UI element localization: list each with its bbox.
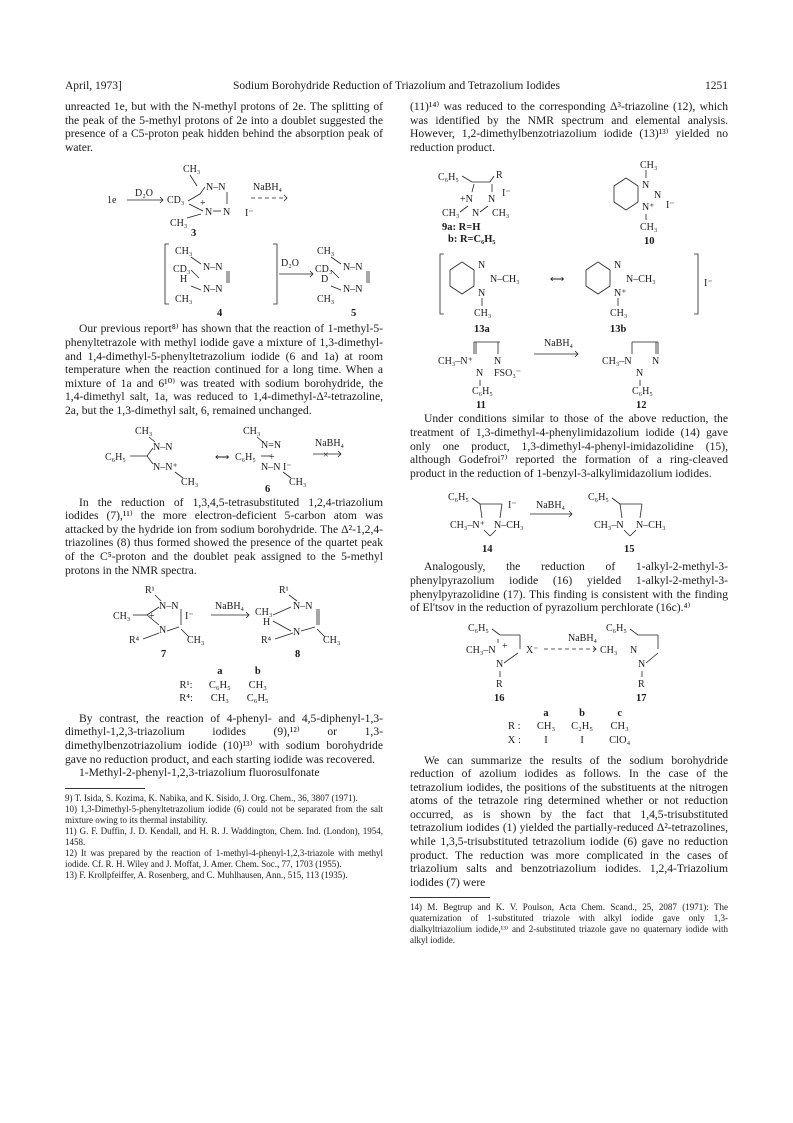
- svg-text:N: N: [630, 644, 638, 656]
- svg-text:I⁻: I⁻: [508, 500, 517, 512]
- svg-text:I⁻: I⁻: [502, 188, 511, 200]
- footnotes: [410, 902, 728, 946]
- reagent-nabh4-5: NaBH₄: [544, 338, 574, 350]
- compound-label-6: 6: [265, 483, 271, 492]
- svg-text:N: N: [638, 658, 646, 670]
- reagent-nabh4: NaBH₄: [253, 182, 283, 194]
- page-number: 1251: [705, 80, 728, 92]
- svg-text:N: N: [642, 180, 650, 192]
- column-b: b: [254, 666, 261, 678]
- compound-label-15: 15: [624, 544, 635, 556]
- cell: C₆H₅: [208, 679, 231, 691]
- svg-text:N: N: [478, 260, 486, 272]
- compound-label-14: 14: [482, 544, 493, 556]
- right-column: [410, 100, 728, 946]
- svg-text:CH₃: CH₃: [640, 160, 658, 172]
- svg-text:C₆H₅: C₆H₅: [632, 386, 653, 398]
- svg-text:R: R: [638, 678, 645, 690]
- svg-text:N–N: N–N: [343, 284, 363, 296]
- svg-text:N–N: N–N: [206, 182, 226, 194]
- page-header: [65, 80, 728, 96]
- compound-label-5: 5: [351, 308, 357, 319]
- scheme-1: [65, 158, 383, 236]
- svg-text:N⁺: N⁺: [614, 288, 627, 300]
- compound-label-13a: 13a: [474, 324, 490, 336]
- svg-text:R⁴: R⁴: [261, 635, 272, 647]
- footnote-14: 14) M. Begtrup and K. V. Poulson, Acta Chem. Scand., 25, 2087 (1971): The quaternization of 1-substituted triazole with alkyl iodide gave only 1,3-dialkyltriazolium iodide,¹³⁾ and 2-substituted triazole gave no quaternary iodide with alkyl iodide.: [410, 902, 728, 946]
- svg-text:C₆H₅: C₆H₅: [448, 492, 469, 504]
- scheme-6: [410, 484, 728, 556]
- svg-text:N–CH₃: N–CH₃: [490, 274, 520, 286]
- row-label: R¹:: [179, 679, 193, 691]
- svg-text:N–N: N–N: [343, 262, 363, 274]
- reagent-nabh4-6: NaBH₄: [536, 500, 566, 512]
- compound-1e: 1e: [107, 195, 117, 207]
- svg-text:CH₃: CH₃: [492, 208, 510, 220]
- cell: C₂H₅: [571, 721, 594, 733]
- fso3-anion: FSO₃⁻: [494, 368, 522, 380]
- svg-text:CH₃: CH₃: [640, 222, 658, 234]
- header-title: Sodium Borohydride Reduction of Triazolium and Tetrazolium Iodides: [232, 80, 560, 92]
- svg-text:R: R: [496, 678, 503, 690]
- footnote-rule: [65, 788, 145, 789]
- svg-text:N: N: [478, 288, 486, 300]
- svg-text:+N: +N: [460, 194, 473, 206]
- cell: C₆H₅: [246, 693, 269, 705]
- svg-text:+: +: [200, 198, 206, 210]
- svg-text:R¹: R¹: [279, 585, 289, 597]
- svg-text:CH₃–N⁺: CH₃–N⁺: [438, 356, 473, 368]
- svg-text:CH₃: CH₃: [442, 208, 460, 220]
- cell: ClO₄: [609, 734, 631, 746]
- svg-text:N⁺: N⁺: [642, 202, 655, 214]
- paragraph: unreacted 1e, but with the N-methyl protons of 2e. The splitting of the peak of the 5-methyl protons of 2e into a doublet suggested the presence of a C5-proton peak hidden behind the absorption peak of water.: [65, 100, 383, 154]
- svg-text:CH₃: CH₃: [255, 607, 273, 619]
- scheme-5: [410, 158, 728, 408]
- paragraph: We can summarize the results of the sodium borohydride reduction of azolium iodides as follows. In the case of the tetrazolium iodides, the positions of the substituents at the nitrogen atoms of the tetrazole ring determined whether or not reduction occurred, as is shown by the fact that 1,4,5-trisubstituted tetrazolium iodides (1) yielded the partially-reduced Δ²-tetrazolines, while 1,3,5-trisubstituted tetrazolium iodide (6) gave no reduction product. The reduction was more complicated in the cases of triazolium salts and benzotriazolium iodides. 1,2,4-Triazolium iodides (7) were: [410, 753, 728, 889]
- svg-text:CH₃: CH₃: [181, 476, 199, 488]
- footnote-12: 12) It was prepared by the reaction of 1-methyl-4-phenyl-1,2,3-triazole with methyl iodide. Cf. R. H. Wiley and J. Moffat, J. Amer. Chem. Soc., 77, 1703 (1955).: [65, 847, 383, 869]
- svg-text:CD₃: CD₃: [315, 264, 333, 276]
- row-label: R⁴:: [179, 693, 193, 705]
- compound-label-7: 7: [161, 649, 167, 661]
- substituent-table-7-8: [171, 665, 276, 706]
- footnote-rule: [410, 897, 490, 898]
- svg-text:N–N: N–N: [293, 601, 313, 613]
- svg-text:N–CH₃: N–CH₃: [636, 520, 666, 532]
- svg-text:H: H: [263, 617, 271, 629]
- scheme-7: [410, 619, 728, 703]
- reagent-d2o-2: D₂O: [281, 258, 299, 270]
- svg-text:+: +: [149, 611, 155, 623]
- svg-text:N: N: [488, 194, 496, 206]
- svg-text:CH₃: CH₃: [243, 425, 261, 437]
- cell: CH₃: [210, 693, 229, 705]
- svg-text:N–N I⁻: N–N I⁻: [261, 461, 292, 473]
- svg-text:N–N: N–N: [153, 441, 173, 453]
- column-a: a: [217, 666, 223, 678]
- svg-text:N: N: [636, 368, 644, 380]
- svg-text:N: N: [472, 208, 480, 220]
- svg-text:R¹: R¹: [145, 585, 155, 597]
- svg-text:N–N: N–N: [203, 262, 223, 274]
- reagent-nabh4-4: NaBH₄: [215, 601, 245, 613]
- svg-text:N: N: [223, 207, 231, 219]
- svg-text:CH₃: CH₃: [187, 635, 205, 647]
- svg-text:×: ×: [323, 449, 329, 461]
- svg-text:CH₃: CH₃: [135, 425, 153, 437]
- svg-text:N–CH₃: N–CH₃: [626, 274, 656, 286]
- substituent-table-16-17: [500, 707, 638, 748]
- svg-text:R: R: [496, 170, 503, 182]
- svg-text:N: N: [654, 190, 662, 202]
- compound-label-13b: 13b: [610, 324, 627, 336]
- svg-text:CH₃: CH₃: [600, 644, 618, 656]
- paragraph: 1-Methyl-2-phenyl-1,2,3-triazolium fluorosulfonate: [79, 766, 320, 780]
- cell: CH₃: [536, 721, 556, 733]
- header-date: April, 1973]: [65, 80, 122, 92]
- svg-text:CH₃: CH₃: [175, 294, 193, 306]
- svg-text:N: N: [494, 356, 502, 368]
- svg-text:CH₃: CH₃: [323, 635, 341, 647]
- svg-text:C₆H₅: C₆H₅: [235, 451, 256, 463]
- paragraph: (11)¹⁴⁾ was reduced to the corresponding Δ³-triazoline (12), which was identified by the NMR spectrum and elemental analysis. However, 1,2-dimethylbenzotriazolium iodide (13)¹³⁾ yielded no reduction product.: [410, 100, 728, 154]
- svg-text:C₆H₅: C₆H₅: [468, 622, 489, 634]
- paragraph: Our previous report⁸⁾ has shown that the reaction of 1-methyl-5-phenyltetrazole with methyl iodide gave a mixture of 1,3-dimethyl- and 1,4-dimethyl-5-phenyltetrazolium iodide (6 and 1a) at room temperature when the reaction continued for a long time. When a mixture of 1a and 6¹⁰⁾ was treated with sodium borohydride, the 1,4-dimethyl salt, 1a, was reduced to 1,4-dimethyl-Δ²-tetrazoline, 2a, but the 1,3-dimethyl salt, 6, remained unchanged.: [65, 322, 383, 417]
- reagent-d2o: D₂O: [135, 188, 153, 200]
- svg-text:⟷: ⟷: [550, 274, 565, 286]
- svg-text:CH₃–N⁺: CH₃–N⁺: [450, 520, 485, 532]
- compound-label-17: 17: [636, 692, 647, 703]
- svg-text:N: N: [496, 658, 504, 670]
- svg-text:CH₃: CH₃: [317, 294, 335, 306]
- svg-text:N–N: N–N: [203, 284, 223, 296]
- ch3-bottom: CH₃: [170, 218, 188, 230]
- svg-text:N: N: [652, 356, 660, 368]
- svg-text:N: N: [205, 207, 213, 219]
- svg-text:C₆H₅: C₆H₅: [606, 622, 627, 634]
- compound-label-11: 11: [476, 400, 486, 409]
- scheme-3: [65, 422, 383, 492]
- svg-text:N–N⁺: N–N⁺: [153, 461, 178, 473]
- compound-label-16: 16: [494, 692, 505, 703]
- svg-text:CH₃: CH₃: [474, 308, 492, 320]
- cell: CH₃: [248, 679, 267, 691]
- svg-text:N: N: [159, 625, 167, 637]
- compound-label-8: 8: [295, 649, 301, 661]
- svg-text:CH₃: CH₃: [113, 611, 131, 623]
- ch3-top: CH₃: [183, 164, 201, 176]
- compound-label-10: 10: [644, 236, 655, 248]
- row-label: R :: [508, 721, 521, 733]
- footnotes: [65, 793, 383, 881]
- footnote-10: 10) 1,3-Dimethyl-5-phenyltetrazolium iodide (6) could not be separated from the salt mixture owing to its thermal instability.: [65, 803, 383, 825]
- reagent-nabh4-3: NaBH₄: [315, 437, 345, 449]
- svg-text:+: +: [502, 640, 508, 652]
- footnote-11: 11) G. F. Duffin, J. D. Kendall, and H. R. J. Waddington, Chem. Ind. (London), 1954, 1458.: [65, 825, 383, 847]
- row-label: X :: [507, 734, 521, 746]
- cd3-group: CD₃: [167, 195, 185, 207]
- svg-text:N–N: N–N: [159, 601, 179, 613]
- svg-text:CH₃: CH₃: [610, 308, 628, 320]
- svg-text:CH₃: CH₃: [175, 246, 193, 258]
- cell: I: [544, 734, 548, 746]
- paragraph: By contrast, the reaction of 4-phenyl- and 4,5-diphenyl-1,3-dimethyl-1,2,3-triazolium iodides (9),¹²⁾ or 1,3-dimethylbenzotriazolium iodide (10)¹³⁾ with sodium borohydride gave no reduction product, and each starting iodide was recovered.: [65, 711, 383, 766]
- svg-text:CD₃: CD₃: [173, 264, 191, 276]
- svg-text:⟷: ⟷: [215, 451, 230, 463]
- svg-text:D: D: [321, 274, 329, 286]
- footnote-13: 13) F. Krollpfeiffer, A. Rosenberg, and C. Muhlhausen, Ann., 515, 113 (1935).: [65, 869, 348, 880]
- compound-label-9a: 9a: R=H: [442, 222, 481, 234]
- svg-text:N=N: N=N: [261, 439, 282, 451]
- svg-text:H: H: [180, 274, 188, 286]
- cell: CH₃: [610, 721, 629, 733]
- svg-text:C₆H₅: C₆H₅: [438, 172, 459, 184]
- cell: I: [580, 734, 584, 746]
- svg-text:R⁴: R⁴: [129, 635, 140, 647]
- svg-text:C₆H₅: C₆H₅: [472, 386, 493, 398]
- paragraph: In the reduction of 1,3,4,5-tetrasubstituted 1,2,4-triazolium iodides (7),¹¹⁾ the more electron-deficient 5-carbon atom was attacked by the hydride ion from sodium borohydride. The Δ²-1,2,4-triazolines (8) thus formed showed the presence of the quartet peak of the C⁵-proton and the doublet peak assigned to the 5-methyl protons in the NMR spectra.: [65, 495, 383, 577]
- svg-text:CH₃: CH₃: [317, 246, 335, 258]
- compound-label-9b: b: R=C₆H₅: [448, 234, 496, 246]
- left-column: [65, 100, 383, 881]
- c6h5-group: C₆H₅: [105, 451, 126, 463]
- svg-text:I⁻: I⁻: [704, 278, 713, 290]
- svg-text:N: N: [293, 627, 301, 639]
- paragraph: Analogously, the reduction of 1-alkyl-2-methyl-3-phenylpyrazolium iodide (16) yielded 1-alkyl-2-methyl-3-phenylpyrazolidine (17). This finding is consistent with the finding of El'tsov in the reduction of pyrazolium perchlorate (16c).⁴⁾: [410, 560, 728, 615]
- svg-text:N: N: [614, 260, 622, 272]
- column-b: b: [579, 707, 586, 719]
- column-a: a: [543, 707, 549, 719]
- svg-text:C₆H₅: C₆H₅: [588, 492, 609, 504]
- svg-text:+: +: [269, 451, 275, 463]
- column-c: c: [617, 707, 622, 719]
- svg-text:X⁻: X⁻: [526, 644, 539, 656]
- compound-label-12: 12: [636, 400, 647, 409]
- svg-text:N–CH₃: N–CH₃: [494, 520, 524, 532]
- compound-label-3: 3: [191, 228, 197, 237]
- scheme-2: [65, 240, 383, 318]
- iodide: I⁻: [245, 208, 254, 220]
- footnote-9: 9) T. Isida, S. Kozima, K. Nabika, and K. Sisido, J. Org. Chem., 36, 3807 (1971).: [65, 792, 358, 803]
- compound-label-4: 4: [217, 308, 223, 319]
- svg-text:I⁻: I⁻: [185, 611, 194, 623]
- svg-text:CH₃–N: CH₃–N: [602, 356, 632, 368]
- svg-text:CH₃–N: CH₃–N: [466, 644, 496, 656]
- svg-text:I⁻: I⁻: [666, 200, 675, 212]
- svg-text:N: N: [476, 368, 484, 380]
- svg-text:CH₃: CH₃: [289, 476, 307, 488]
- scheme-4: [65, 581, 383, 661]
- reagent-nabh4-7: NaBH₄: [568, 632, 598, 644]
- paragraph: Under conditions similar to those of the above reduction, the treatment of 1,3-dimethyl-4-phenylimidazolium iodide (14) gave only one product, 1,3-dimethyl-4-phenyl-imidazolidine (15), although Godefroi⁷⁾ reported the formation of a ring-cleaved product in the reduction of 1-benzyl-3-alkylimidazolium iodides.: [410, 412, 728, 480]
- svg-text:CH₃–N: CH₃–N: [594, 520, 624, 532]
